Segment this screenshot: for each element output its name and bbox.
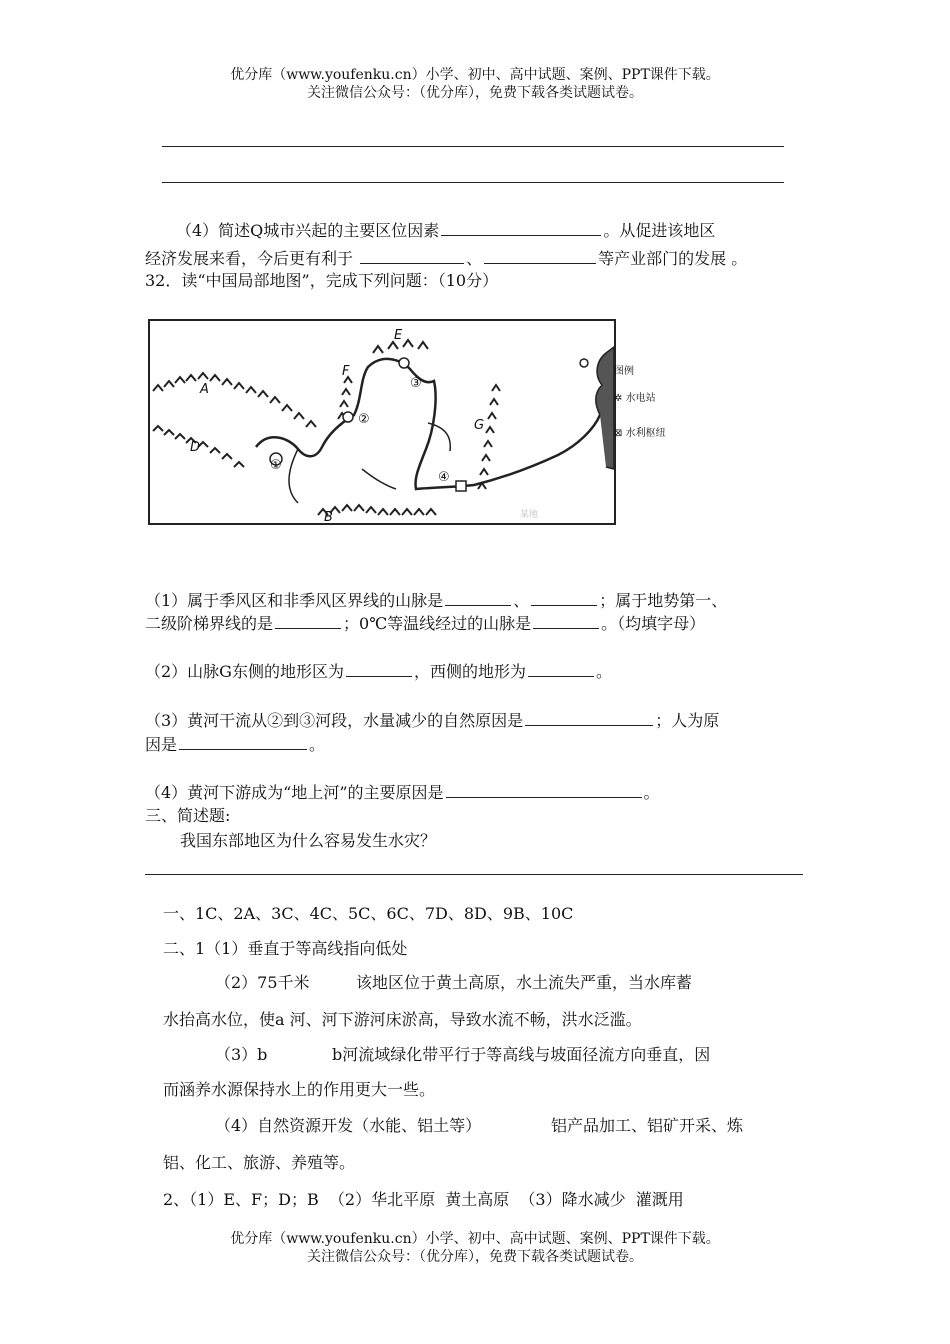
q31-4-text: 等产业部门的发展 。 [598, 249, 748, 268]
fill-blank[interactable] [275, 612, 341, 629]
map-label-1: ① [270, 458, 282, 473]
map-label-3: ③ [410, 376, 422, 391]
legend-title-text: 图例 [614, 366, 634, 377]
q32-3-line2 [145, 733, 325, 756]
answer-line [162, 146, 784, 147]
q31-4-line1 [176, 219, 715, 242]
q32-1-line2 [145, 612, 705, 635]
q32-2 [145, 660, 612, 683]
fill-blank[interactable] [360, 247, 464, 264]
q32-1-text: 。（均填字母） [601, 614, 706, 633]
map-label-e: E [394, 328, 403, 343]
header-line-1: 优分库（www.youfenku.cn）小学、初中、高中试题、案例、PPT课件下载。 [230, 67, 720, 83]
q32-4 [145, 781, 660, 804]
legend-hub-row [614, 424, 666, 439]
hydro-station-2-icon [343, 412, 353, 422]
q32-3-line1 [145, 709, 719, 732]
china-partial-map [148, 319, 616, 525]
answer-2-3c: 而涵养水源保持水上的作用更大一些。 [163, 1080, 436, 1099]
fill-blank[interactable] [484, 247, 596, 264]
map-label-a: A [200, 382, 209, 397]
q32-3-text: 。 [309, 735, 326, 754]
q31-4-text: 。从促进该地区 [603, 221, 716, 240]
answer-2-2a: （2）75千米 [215, 973, 310, 992]
answer-2-1: 二、1（1）垂直于等高线指向低处 [163, 939, 408, 958]
q32-title: 32．读“中国局部地图”，完成下列问题：（10分） [145, 271, 499, 290]
q32-3-text: ；人为原 [655, 711, 720, 730]
answer-2-3b: b河流域绿化带平行于等高线与坡面径流方向垂直，因 [332, 1045, 711, 1064]
section3-question: 我国东部地区为什么容易发生水灾？ [180, 831, 437, 850]
water-hub-icon: ⊠ [614, 428, 623, 439]
q31-4-text: （4）简述Q城市兴起的主要区位因素 [176, 221, 440, 240]
q32-3-text: 因是 [145, 735, 178, 754]
fill-blank[interactable] [346, 660, 412, 677]
answer-line [162, 182, 784, 183]
answer-2-2b: 该地区位于黄土高原，水土流失严重，当水库蓄 [356, 973, 693, 992]
answer-line [145, 874, 803, 875]
map-label-b: B [324, 510, 333, 525]
map-faint-label: 某地 [520, 510, 539, 520]
fill-blank[interactable] [528, 660, 594, 677]
answer-1: 一、1C、2A、3C、4C、5C、6C、7D、8D、9B、10C [163, 904, 574, 923]
header-line-2: 关注微信公众号：（优分库），免费下载各类试题试卷。 [307, 85, 643, 101]
q32-3-text: （3）黄河干流从②到③河段，水量减少的自然原因是 [145, 711, 524, 730]
section3-title: 三、简述题: [145, 806, 231, 825]
map-label-2: ② [358, 412, 370, 427]
fill-blank[interactable] [179, 733, 307, 750]
q31-4-text: 经济发展来看，今后更有利于 [145, 249, 354, 268]
fill-blank[interactable] [441, 219, 601, 236]
map-label-4: ④ [438, 470, 450, 485]
answer-2-4b: 铝产品加工、铝矿开采、炼 [551, 1116, 744, 1135]
map-label-g: G [474, 418, 485, 433]
city-icon [580, 359, 588, 367]
q32-2-text: （2）山脉G东侧的地形区为 [145, 662, 344, 681]
q32-1-text: ；0℃等温线经过的山脉是 [343, 614, 532, 633]
answer-2-4a: （4）自然资源开发（水能、铝土等） [215, 1116, 482, 1135]
q32-1-line1 [145, 589, 727, 612]
q32-2-text: ，西侧的地形为 [413, 662, 526, 681]
separator: 、 [513, 591, 530, 610]
map-label-f: F [342, 364, 350, 379]
answer-2-4c: 铝、化工、旅游、养殖等。 [163, 1153, 356, 1172]
footer-line-2: 关注微信公众号：（优分库），免费下载各类试题试卷。 [307, 1249, 643, 1265]
water-hub-icon [456, 481, 466, 491]
fill-blank[interactable] [531, 589, 597, 606]
fill-blank[interactable] [445, 589, 511, 606]
legend-hydro-text: 水电站 [625, 393, 656, 404]
reservoir-icon [399, 358, 409, 368]
q31-4-line2 [145, 247, 747, 270]
fill-blank[interactable] [446, 781, 642, 798]
q32-1-text: 二级阶梯界线的是 [145, 614, 274, 633]
fill-blank[interactable] [533, 612, 599, 629]
answer-3: 2、（1）E、F；D；B （2）华北平原 黄土高原 （3）降水减少 灌溉用 [163, 1190, 684, 1209]
fill-blank[interactable] [525, 709, 653, 726]
footer-line-1: 优分库（www.youfenku.cn）小学、初中、高中试题、案例、PPT课件下载。 [230, 1231, 720, 1247]
map-label-d: D [190, 440, 201, 455]
separator: 、 [466, 249, 483, 268]
answer-2-3a: （3）b [215, 1045, 268, 1064]
q32-4-text: （4）黄河下游成为“地上河”的主要原因是 [145, 783, 444, 802]
q32-1-text: （1）属于季风区和非季风区界线的山脉是 [145, 591, 444, 610]
q32-2-text: 。 [595, 662, 612, 681]
q32-4-text: 。 [643, 783, 660, 802]
hydro-station-icon: ✲ [614, 393, 623, 404]
q32-1-text: ；属于地势第一、 [599, 591, 728, 610]
legend-hub-text: 水利枢纽 [625, 428, 666, 439]
legend-hydro-row [614, 389, 656, 404]
answer-2-2c: 水抬高水位，使a 河、河下游河床淤高，导致水流不畅，洪水泛滥。 [163, 1010, 642, 1029]
